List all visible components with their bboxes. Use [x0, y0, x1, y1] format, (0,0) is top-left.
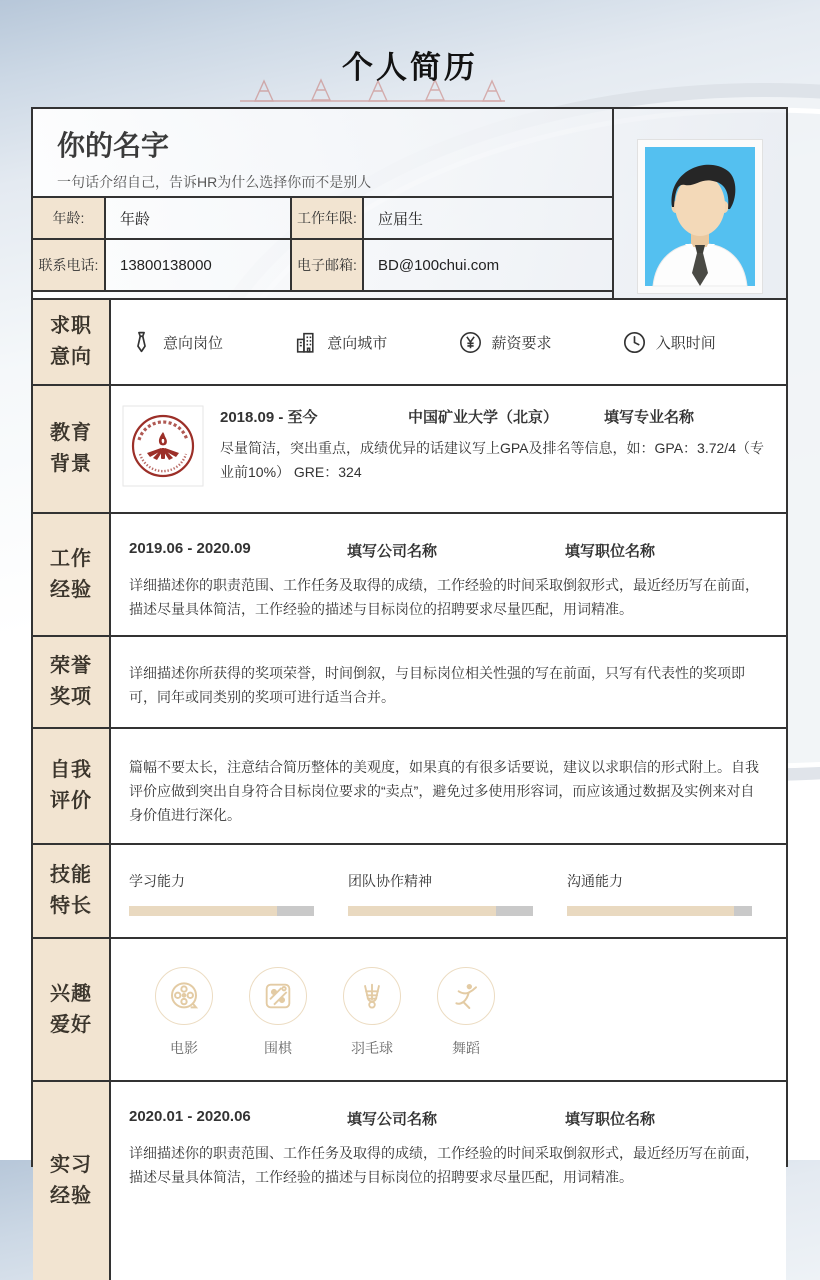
info-row	[33, 238, 612, 290]
section-skills	[33, 843, 786, 937]
work-title-row	[129, 540, 762, 561]
internship-description: 详细描述你的职责范围、工作任务及取得的成绩，工作经验的时间采取倒叙形式，最近经历写在前面，描述尽量具体简洁，工作经验的描述与目标岗位的招聘要求尽量匹配，用词精准。	[129, 1145, 759, 1186]
section-label	[33, 845, 111, 937]
work-position: 填写职位名称	[565, 543, 656, 560]
work-years-label: 工作年限:	[292, 198, 364, 238]
hobby-item	[325, 967, 419, 1058]
education-school: 中国矿业大学（北京）	[408, 409, 559, 426]
info-table-spacer	[33, 290, 612, 298]
section-label-line: 特长	[50, 895, 92, 917]
section-label-line: 经验	[50, 1185, 92, 1207]
tie-icon	[129, 330, 154, 355]
skill-item	[567, 871, 786, 916]
section-label-line: 教育	[50, 422, 92, 444]
name-area	[33, 109, 612, 196]
age-value: 年龄	[106, 198, 292, 238]
section-label-line: 荣誉	[50, 655, 92, 677]
hobby-item	[231, 967, 325, 1058]
identity-main-column	[33, 109, 614, 298]
identity-block	[33, 109, 786, 298]
section-label	[33, 386, 111, 512]
skill-progress-bar	[567, 906, 752, 916]
skill-name: 沟通能力	[567, 873, 623, 889]
section-label-line: 兴趣	[50, 982, 92, 1005]
intention-start-date	[622, 330, 786, 355]
section-label	[33, 939, 111, 1080]
candidate-name: 你的名字	[57, 130, 170, 161]
photo-frame	[637, 139, 763, 294]
internship-position: 填写职位名称	[565, 1111, 656, 1128]
internship-period: 2020.01 - 2020.06	[129, 1108, 251, 1125]
education-period: 2018.09 - 至今	[220, 409, 318, 426]
skill-progress-bar	[129, 906, 314, 916]
section-internship	[33, 1080, 786, 1280]
section-work-experience	[33, 512, 786, 635]
section-label-line: 意向	[50, 346, 92, 368]
work-description: 详细描述你的职责范围、工作任务及取得的成绩，工作经验的时间采取倒叙形式，最近经历写在前面，描述尽量具体简洁，工作经验的描述与目标岗位的招聘要求尽量匹配，用词精准。	[129, 577, 759, 618]
section-education	[33, 384, 786, 512]
building-icon	[293, 330, 318, 355]
male-avatar-photo	[645, 147, 755, 286]
internship-title-row	[129, 1108, 762, 1129]
section-label	[33, 300, 111, 384]
email-label: 电子邮箱:	[292, 240, 364, 290]
intention-label: 入职时间	[655, 334, 716, 352]
photo-column	[614, 109, 786, 298]
intention-items	[111, 300, 786, 384]
internship-company: 填写公司名称	[347, 1111, 438, 1128]
phone-value: 13800138000	[106, 240, 292, 290]
skill-progress-bar	[348, 906, 533, 916]
section-label-line: 自我	[50, 759, 92, 781]
hobby-name: 羽毛球	[351, 1040, 393, 1056]
hobby-item	[419, 967, 513, 1058]
section-label-line: 技能	[50, 864, 92, 886]
dancer-icon	[450, 980, 482, 1012]
intention-city	[293, 330, 457, 355]
age-label: 年龄:	[33, 198, 106, 238]
skill-name: 学习能力	[129, 873, 185, 889]
section-label-line: 经验	[50, 578, 92, 601]
intention-position	[129, 330, 293, 355]
info-row	[33, 196, 612, 238]
hobby-item	[137, 967, 231, 1058]
hobby-circle	[437, 967, 495, 1025]
intention-label: 意向城市	[327, 334, 388, 352]
film-reel-icon	[168, 980, 200, 1012]
intention-label: 薪资要求	[491, 334, 552, 352]
section-label-line: 奖项	[50, 686, 92, 708]
hobby-name: 电影	[170, 1040, 198, 1056]
honors-description: 详细描述你所获得的奖项荣誉，时间倒叙，与目标岗位相关性强的写在前面，只写有代表性的奖项即可，同年或同类别的奖项可进行适当合并。	[129, 665, 745, 706]
skills-list	[111, 845, 786, 916]
hobby-circle	[249, 967, 307, 1025]
section-label-line: 实习	[50, 1154, 92, 1176]
resume-card	[31, 107, 788, 1207]
intention-salary	[458, 330, 622, 355]
skill-progress-fill	[129, 906, 277, 916]
hobby-circle	[343, 967, 401, 1025]
candidate-tagline: 一句话介绍自己，告诉HR为什么选择你而不是别人	[57, 174, 372, 190]
education-description: 尽量简洁，突出重点，成绩优异的话建议写上GPA及排名等信息，如：GPA：3.72/4（专业前10%） GRE：324	[220, 440, 764, 481]
work-period: 2019.06 - 2020.09	[129, 540, 251, 557]
page-title: 个人简历	[342, 50, 478, 85]
skill-progress-fill	[567, 906, 734, 916]
hobby-name: 舞蹈	[452, 1040, 480, 1056]
section-label-line: 工作	[50, 547, 92, 570]
go-board-icon	[262, 980, 294, 1012]
education-title-row	[220, 406, 766, 427]
education-major: 填写专业名称	[604, 409, 695, 426]
skill-item	[129, 871, 348, 916]
skill-progress-fill	[348, 906, 496, 916]
hobby-list	[111, 939, 786, 1058]
section-label	[33, 514, 111, 635]
self-evaluation-description: 篇幅不要太长，注意结合简历整体的美观度，如果真的有很多话要说，建议以求职信的形式附上。自我评价应做到突出自身符合目标岗位要求的“卖点”，避免过多使用形容词，而应该通过数据及实例来对自身价值进行深化。	[129, 759, 759, 824]
section-label-line: 背景	[50, 453, 92, 475]
section-honors	[33, 635, 786, 727]
section-label	[33, 729, 111, 843]
section-label-line: 爱好	[50, 1013, 92, 1036]
section-hobbies	[33, 937, 786, 1080]
clock-icon	[622, 330, 647, 355]
section-job-intention	[33, 298, 786, 384]
section-label	[33, 1082, 111, 1280]
hobby-name: 围棋	[264, 1040, 292, 1056]
work-years-value: 应届生	[378, 210, 424, 228]
email-value: BD@100chui.com	[378, 256, 500, 274]
badminton-icon	[356, 980, 388, 1012]
section-label-line: 评价	[50, 790, 92, 812]
phone-label: 联系电话:	[33, 240, 106, 290]
university-seal-logo	[123, 406, 203, 486]
skill-name: 团队协作精神	[348, 873, 432, 889]
hobby-circle	[155, 967, 213, 1025]
intention-label: 意向岗位	[163, 334, 224, 352]
section-label	[33, 637, 111, 727]
yen-circle-icon	[458, 330, 483, 355]
section-self-evaluation	[33, 727, 786, 843]
work-company: 填写公司名称	[347, 543, 438, 560]
section-label-line: 求职	[50, 315, 92, 337]
skill-item	[348, 871, 567, 916]
